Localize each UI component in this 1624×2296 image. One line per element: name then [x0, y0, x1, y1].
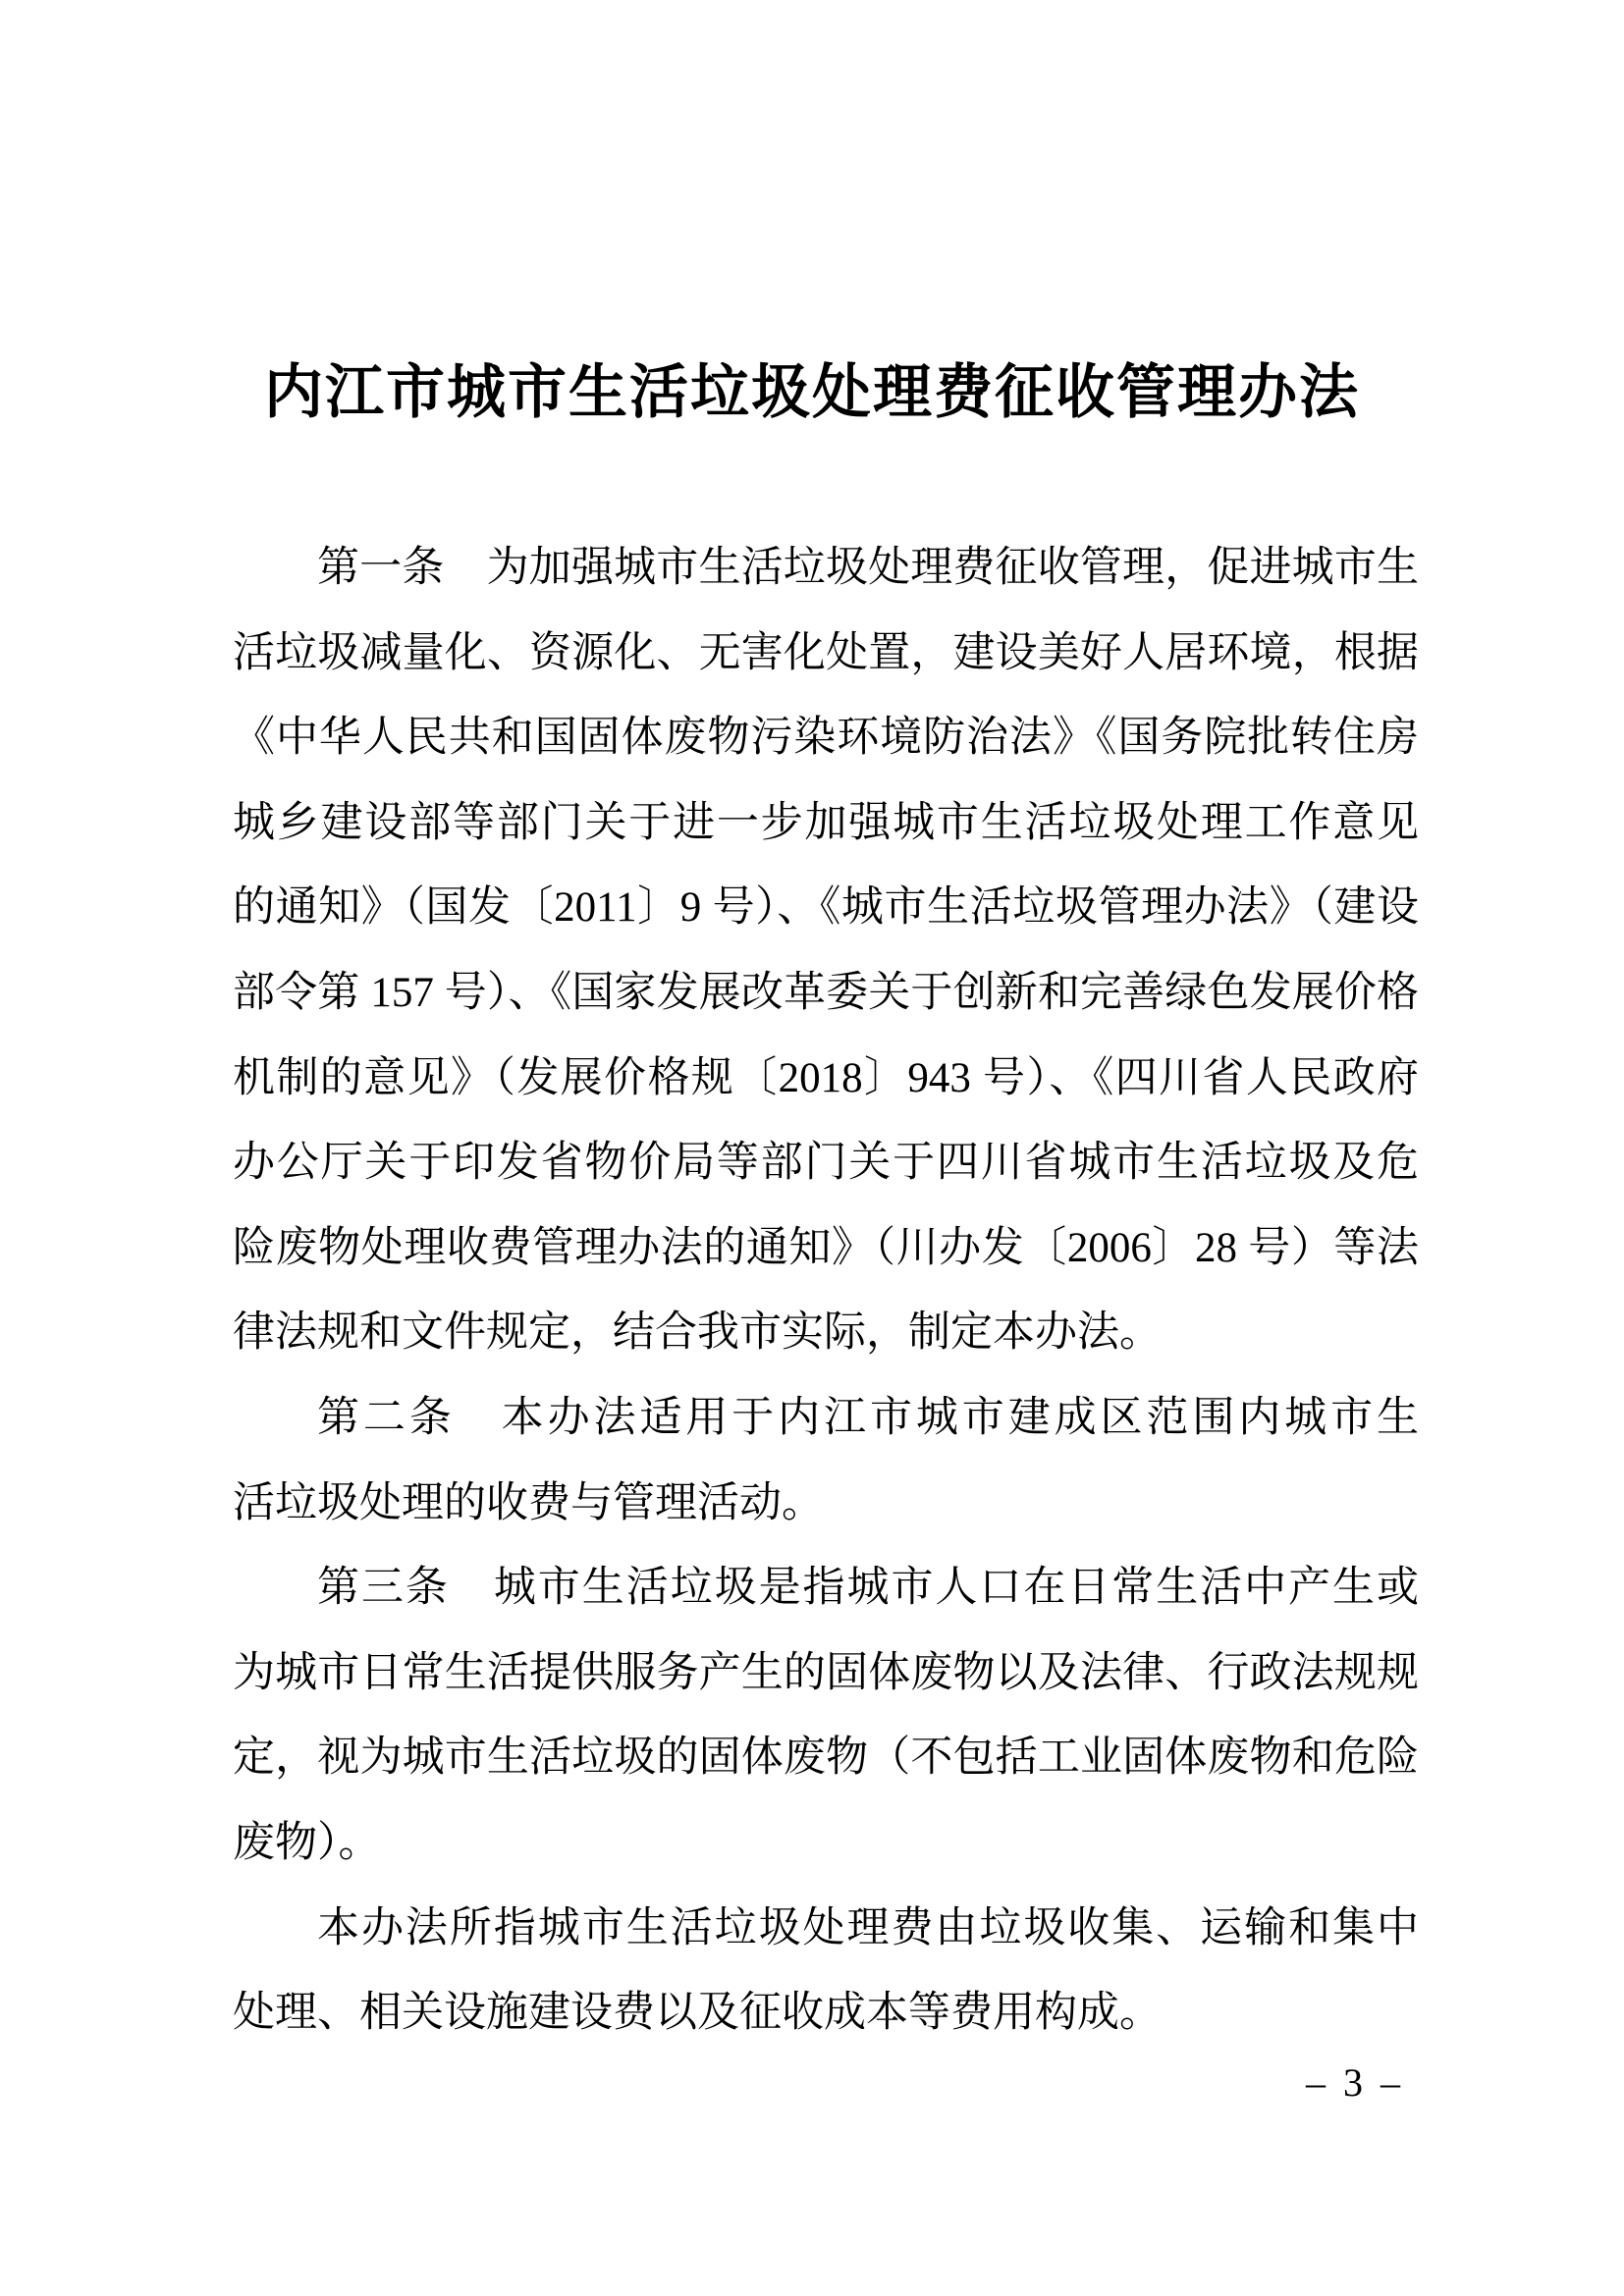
body-line: 《中华人民共和国固体废物污染环境防治法》《国务院批转住房 — [233, 715, 1419, 762]
body-line: 险废物处理收费管理办法的通知》（川办发〔2006〕28 号）等法 — [233, 1224, 1419, 1271]
body-line: 为城市日常生活提供服务产生的固体废物以及法律、行政法规规 — [233, 1649, 1419, 1696]
document-body — [233, 526, 1419, 2056]
body-line: 律法规和文件规定，结合我市实际，制定本办法。 — [233, 1309, 1162, 1357]
body-line: 本办法所指城市生活垃圾处理费由垃圾收集、运输和集中 — [317, 1904, 1419, 1951]
body-line: 办公厅关于印发省物价局等部门关于四川省城市生活垃圾及危 — [233, 1140, 1419, 1187]
body-line: 第二条 本办法适用于内江市城市建成区范围内城市生 — [317, 1394, 1419, 1441]
page-number: – 3 – — [1306, 2060, 1404, 2105]
document-title: 内江市城市生活垃圾处理费征收管理办法 — [264, 359, 1360, 425]
body-line: 处理、相关设施建设费以及征收成本等费用构成。 — [233, 1990, 1162, 2037]
body-line: 定，视为城市生活垃圾的固体废物（不包括工业固体废物和危险 — [233, 1735, 1419, 1782]
body-line: 城乡建设部等部门关于进一步加强城市生活垃圾处理工作意见 — [233, 799, 1419, 846]
body-line: 第三条 城市生活垃圾是指城市人口在日常生活中产生或 — [317, 1565, 1419, 1612]
body-line: 的通知》（国发〔2011〕9 号）、《城市生活垃圾管理办法》（建设 — [233, 884, 1419, 932]
body-line: 部令第 157 号）、《国家发展改革委关于创新和完善绿色发展价格 — [233, 969, 1419, 1016]
body-line: 废物）。 — [233, 1819, 381, 1866]
body-line: 活垃圾处理的收费与管理活动。 — [233, 1479, 824, 1526]
body-line: 第一条 为加强城市生活垃圾处理费征收管理，促进城市生 — [317, 545, 1419, 591]
body-line: 机制的意见》（发展价格规〔2018〕943 号）、《四川省人民政府 — [233, 1054, 1419, 1101]
body-line: 活垃圾减量化、资源化、无害化处置，建设美好人居环境，根据 — [233, 629, 1419, 676]
